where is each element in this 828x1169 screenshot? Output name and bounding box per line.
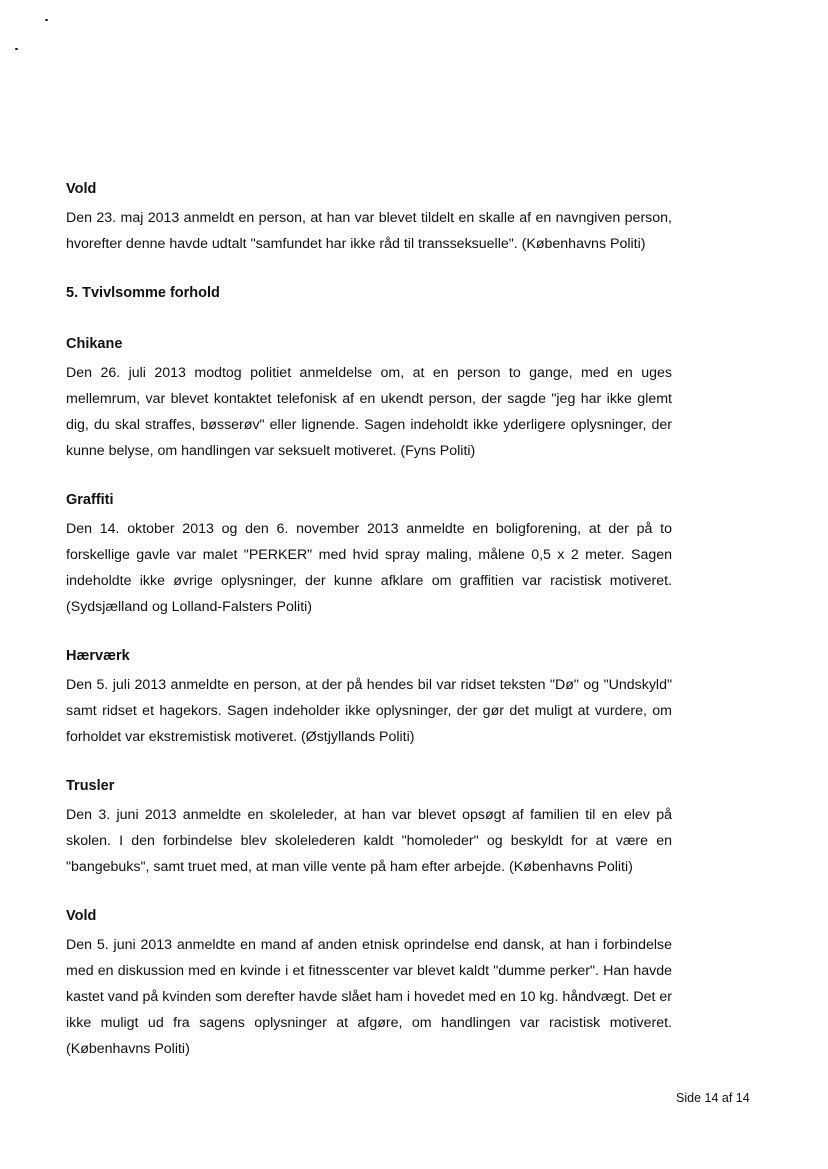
section-heading: Trusler — [66, 778, 115, 794]
section-heading: Vold — [66, 908, 97, 924]
document-body — [66, 180, 672, 1089]
section-text: Den 5. juli 2013 anmeldte en person, at der på hendes bil var ridset teksten "Dø" og "Undskyld" samt ridset et hagekors. Sagen indeholder ikke oplysninger, der gør det muligt at vurdere, om forholdet var ekstremistisk motiveret. (Østjyllands Politi) — [66, 677, 672, 745]
section-haervaerk — [66, 647, 672, 750]
section-chikane — [66, 335, 672, 464]
section-text: Den 3. juni 2013 anmeldte en skoleleder, at han var blevet opsøgt af familien til en elev på skolen. I den forbindelse blev skolelederen kaldt "homoleder" og beskyldt for at være en "bangebuks", samt truet med, at man ville vente på ham efter arbejde. (Københavns Politi) — [66, 807, 672, 875]
chapter-title: 5. Tvivlsomme forhold — [66, 285, 220, 301]
section-graffiti — [66, 491, 672, 620]
section-heading: Vold — [66, 181, 97, 197]
section-vold-1 — [66, 180, 672, 257]
section-trusler — [66, 777, 672, 880]
section-text: Den 5. juni 2013 anmeldte en mand af anden etnisk oprindelse end dansk, at han i forbindelse med en diskussion med en kvinde i et fitnesscenter var blevet kaldt "dumme perker". Han havde kastet vand på kvinden som derefter havde slået ham i hovedet med en 10 kg. håndvægt. Det er ikke muligt ud fra sagens oplysninger at afgøre, om handlingen var racistisk motiveret. (Københavns Politi) — [66, 937, 672, 1057]
section-text: Den 23. maj 2013 anmeldt en person, at han var blevet tildelt en skalle af en navngiven person, hvorefter denne havde udtalt "samfundet har ikke råd til transseksuelle". (Københavns Politi) — [66, 210, 672, 252]
section-text: Den 26. juli 2013 modtog politiet anmeldelse om, at en person to gange, med en uges mellemrum, var blevet kontaktet telefonisk af en ukendt person, der sagde "jeg har ikke glemt dig, du skal straffes, bøsserøv" eller lignende. Sagen indeholdt ikke yderligere oplysninger, der kunne belyse, om handlingen var seksuelt motiveret. (Fyns Politi) — [66, 365, 672, 459]
section-heading: Hærværk — [66, 648, 130, 664]
section-heading: Graffiti — [66, 492, 114, 508]
section-vold-2 — [66, 907, 672, 1062]
page-number: Side 14 af 14 — [676, 1091, 750, 1105]
scan-speck — [15, 48, 18, 50]
section-heading: Chikane — [66, 336, 123, 352]
section-text: Den 14. oktober 2013 og den 6. november 2013 anmeldte en boligforening, at der på to forskellige gavle var malet "PERKER" med hvid spray maling, målene 0,5 x 2 meter. Sagen indeholdte ikke øvrige oplysninger, der kunne afklare om graffitien var racistisk motiveret. (Sydsjælland og Lolland-Falsters Politi) — [66, 521, 672, 615]
scan-speck — [45, 19, 48, 21]
